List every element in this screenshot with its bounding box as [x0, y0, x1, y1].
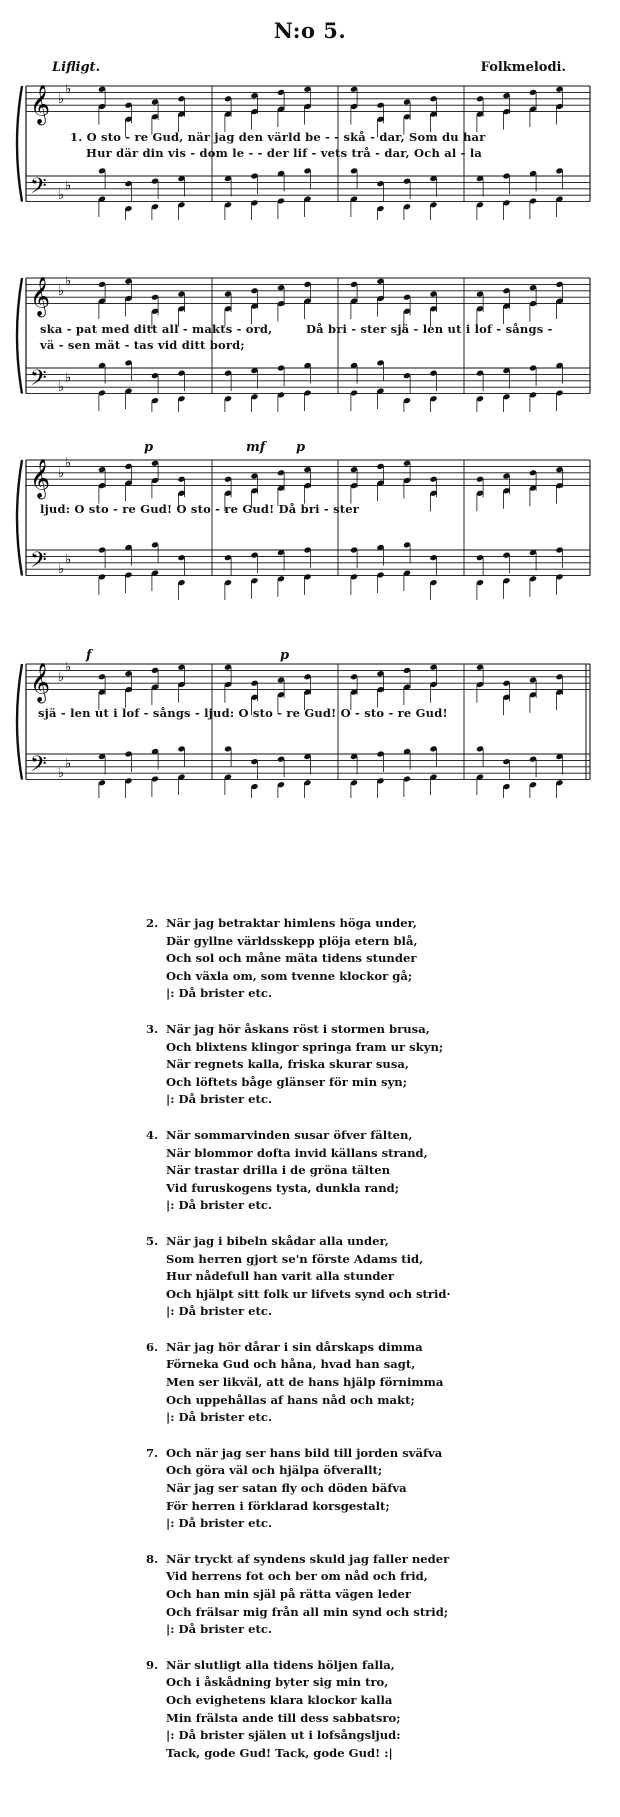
- verse-line: [146, 1356, 566, 1374]
- verse-line: [146, 1745, 566, 1763]
- verse-number: 7.: [146, 1445, 159, 1460]
- verse-5: [146, 1233, 566, 1321]
- verse-text: |: Då brister etc.: [166, 1304, 272, 1319]
- verse-text: |: Då brister etc.: [166, 1092, 272, 1107]
- verse-line: [146, 1268, 566, 1286]
- source-attribution: Folkmelodi.: [480, 60, 566, 75]
- verse-text: När regnets kalla, friska skurar susa,: [166, 1057, 409, 1072]
- verse-text: |: Då brister själen ut i lofsångsljud:: [166, 1728, 401, 1743]
- verse-8: [146, 1551, 566, 1639]
- verse-text: Och hjälpt sitt folk ur lifvets synd och strid·: [166, 1286, 451, 1301]
- staff-system-4-graphic: [0, 648, 620, 798]
- verse-text: Vid herrens fot och ber om nåd och frid,: [166, 1569, 428, 1584]
- flat-icon: ♭: [58, 91, 65, 107]
- verse-line: [146, 1568, 566, 1586]
- staff-system-1-graphic: [0, 70, 620, 220]
- score-system-3: [0, 440, 620, 600]
- verse-line: [146, 1551, 566, 1569]
- verse-line: [146, 1021, 566, 1039]
- verse-line: [146, 1233, 566, 1251]
- flat-icon: ♭: [65, 660, 72, 676]
- flat-icon: ♭: [65, 178, 72, 194]
- verse-number: 9.: [146, 1657, 159, 1672]
- verse-line: [146, 1462, 566, 1480]
- verse-line: [146, 1127, 566, 1145]
- system-2-lyric-verse-1: ska - pat med ditt all - makts - ord,: [40, 322, 273, 336]
- verse-6: [146, 1339, 566, 1427]
- verse-number: 3.: [146, 1021, 159, 1036]
- verse-text: Och löftets båge glänser för min syn;: [166, 1074, 408, 1089]
- staff-system-3-graphic: [0, 440, 620, 600]
- verse-line: [146, 1339, 566, 1357]
- verse-text: Där gyllne världsskepp plöja etern blå,: [166, 933, 418, 948]
- score-system-1: [0, 70, 620, 220]
- verse-number: 5.: [146, 1233, 159, 1248]
- verse-text: Och blixtens klingor springa fram ur skyn;: [166, 1039, 444, 1054]
- verses-block: [146, 915, 566, 1780]
- system-4-lyric: sjä - len ut i lof - sångs - ljud: O sto - re Gud! O - sto - re Gud!: [38, 706, 448, 720]
- verse-line: [146, 1162, 566, 1180]
- verse-text: När slutligt alla tidens höljen falla,: [166, 1657, 395, 1672]
- verse-text: Och i åskådning byter sig min tro,: [166, 1675, 389, 1690]
- system-brace: [17, 460, 22, 576]
- verse-line: [146, 1091, 566, 1109]
- verse-text: Och frälsar mig från all min synd och strid;: [166, 1604, 449, 1619]
- verse-line: [146, 1586, 566, 1604]
- treble-clef-icon: 𝄞: [30, 276, 51, 317]
- dynamic-p-3: p: [280, 648, 290, 663]
- hymn-number: N:o 5.: [273, 18, 347, 43]
- verse-line: [146, 915, 566, 933]
- verse-number: 8.: [146, 1551, 159, 1566]
- system-brace: [17, 664, 22, 780]
- verse-4: [146, 1127, 566, 1215]
- verse-number: 6.: [146, 1339, 159, 1354]
- dynamic-p-1: p: [144, 440, 154, 455]
- verse-2: [146, 915, 566, 1003]
- noteheads: [98, 664, 564, 798]
- verse-text: När jag hör dårar i sin dårskaps dimma: [166, 1339, 423, 1354]
- dynamic-mf: mf: [246, 440, 266, 455]
- system-brace: [17, 278, 22, 394]
- verse-text: |: Då brister etc.: [166, 1198, 272, 1213]
- verse-line: [146, 1409, 566, 1427]
- verse-7: [146, 1445, 566, 1533]
- verse-9: [146, 1657, 566, 1763]
- flat-icon: ♭: [65, 274, 72, 290]
- verse-line: [146, 985, 566, 1003]
- verse-text: Vid furuskogens tysta, dunkla rand;: [166, 1180, 400, 1195]
- verse-number: 4.: [146, 1127, 159, 1142]
- verse-line: [146, 1674, 566, 1692]
- verse-text: När tryckt af syndens skuld jag faller neder: [166, 1551, 450, 1566]
- flat-icon: ♭: [58, 465, 65, 481]
- verse-line: [146, 1445, 566, 1463]
- system-1-lyric-verse-1: 1. O sto - re Gud, när jag den värld be - - skå - dar, Som du har: [70, 130, 486, 144]
- system-2-lyric-verse-2: vä - sen mät - tas vid ditt bord;: [40, 338, 245, 352]
- flat-icon: ♭: [65, 756, 72, 772]
- verse-text: Och sol och måne mäta tidens stunder: [166, 951, 417, 966]
- verse-text: Och evighetens klara klockor kalla: [166, 1692, 393, 1707]
- verse-line: [146, 1145, 566, 1163]
- score-system-2: [0, 262, 620, 412]
- system-3-lyric: ljud: O sto - re Gud! O sto - re Gud! Då bri - ster: [40, 502, 360, 516]
- verse-line: [146, 1286, 566, 1304]
- verse-line: [146, 933, 566, 951]
- tempo-marking: Lifligt.: [52, 60, 101, 75]
- verse-text: Men ser likväl, att de hans hjälp förnimma: [166, 1375, 444, 1390]
- verse-text: Och göra väl och hjälpa öfverallt;: [166, 1463, 383, 1478]
- verse-line: [146, 1180, 566, 1198]
- flat-icon: ♭: [65, 370, 72, 386]
- verse-line: [146, 1303, 566, 1321]
- system-2-lyric-refrain: Då bri - ster sjä - len ut i lof - sångs -: [306, 322, 553, 336]
- flat-icon: ♭: [58, 562, 65, 578]
- verse-line: [146, 1498, 566, 1516]
- verse-3: [146, 1021, 566, 1109]
- verse-text: När jag ser satan fly och döden bäfva: [166, 1481, 407, 1496]
- dynamic-p-2: p: [296, 440, 306, 455]
- flat-icon: ♭: [58, 188, 65, 204]
- flat-icon: ♭: [58, 380, 65, 396]
- verse-text: För herren i förklarad korsgestalt;: [166, 1498, 390, 1513]
- verse-text: Och han min själ på rätta vägen leder: [166, 1587, 411, 1601]
- flat-icon: ♭: [65, 82, 72, 98]
- verse-line: [146, 1480, 566, 1498]
- verse-line: [146, 1710, 566, 1728]
- verse-line: [146, 1251, 566, 1269]
- flat-icon: ♭: [58, 283, 65, 299]
- verse-line: [146, 1056, 566, 1074]
- bass-clef-icon: 𝄢: [30, 547, 47, 578]
- verse-line: [146, 1692, 566, 1710]
- staff-system-2-graphic: [0, 262, 620, 412]
- verse-text: Och när jag ser hans bild till jorden sväfva: [166, 1445, 443, 1460]
- treble-clef-icon: 𝄞: [30, 458, 51, 499]
- verse-line: [146, 1392, 566, 1410]
- verse-text: |: Då brister etc.: [166, 986, 272, 1001]
- verse-line: [146, 1074, 566, 1092]
- system-1-lyric-verse-2: Hur där din vis - dom le - - der lif - vets trå - dar, Och al - la: [86, 146, 483, 160]
- verse-line: [146, 950, 566, 968]
- system-brace: [17, 86, 22, 202]
- verse-text: Som herren gjort se'n förste Adams tid,: [166, 1251, 424, 1266]
- score-system-4: [0, 648, 620, 798]
- bass-clef-icon: 𝄢: [30, 365, 47, 396]
- treble-clef-icon: 𝄞: [30, 662, 51, 703]
- verse-line: [146, 1374, 566, 1392]
- verse-text: |: Då brister etc.: [166, 1622, 272, 1637]
- verse-line: [146, 1727, 566, 1745]
- flat-icon: ♭: [58, 669, 65, 685]
- noteheads: [98, 460, 564, 600]
- verse-text: |: Då brister etc.: [166, 1410, 272, 1425]
- flat-icon: ♭: [65, 552, 72, 568]
- verse-text: Förneka Gud och håna, hvad han sagt,: [166, 1357, 416, 1372]
- verse-text: När trastar drilla i de gröna tälten: [166, 1163, 391, 1178]
- verse-line: [146, 1039, 566, 1057]
- verse-text: Och växla om, som tvenne klockor gå;: [166, 968, 413, 983]
- verse-line: [146, 1657, 566, 1675]
- bass-clef-icon: 𝄢: [30, 173, 47, 204]
- verse-text: Tack, gode Gud! Tack, gode Gud! :|: [166, 1745, 393, 1760]
- verse-text: |: Då brister etc.: [166, 1516, 272, 1531]
- verse-line: [146, 1515, 566, 1533]
- verse-text: När jag betraktar himlens höga under,: [166, 916, 417, 930]
- verse-text: När blommor dofta invid källans strand,: [166, 1145, 428, 1160]
- verse-line: [146, 1621, 566, 1639]
- flat-icon: ♭: [65, 456, 72, 472]
- verse-text: Och uppehållas af hans nåd och makt;: [166, 1392, 415, 1407]
- treble-clef-icon: 𝄞: [30, 84, 51, 125]
- verse-text: När jag i bibeln skådar alla under,: [166, 1233, 389, 1248]
- flat-icon: ♭: [58, 766, 65, 782]
- verse-text: När sommarvinden susar öfver fälten,: [166, 1127, 413, 1142]
- verse-text: Min frälsta ande till dess sabbatsro;: [166, 1710, 401, 1725]
- verse-line: [146, 1604, 566, 1622]
- verse-text: Hur nådefull han varit alla stunder: [166, 1269, 394, 1284]
- verse-number: 2.: [146, 916, 159, 930]
- dynamic-f: f: [86, 648, 92, 663]
- verse-text: När jag hör åskans röst i stormen brusa,: [166, 1021, 430, 1036]
- verse-line: [146, 968, 566, 986]
- bass-clef-icon: 𝄢: [30, 751, 47, 782]
- verse-line: [146, 1197, 566, 1215]
